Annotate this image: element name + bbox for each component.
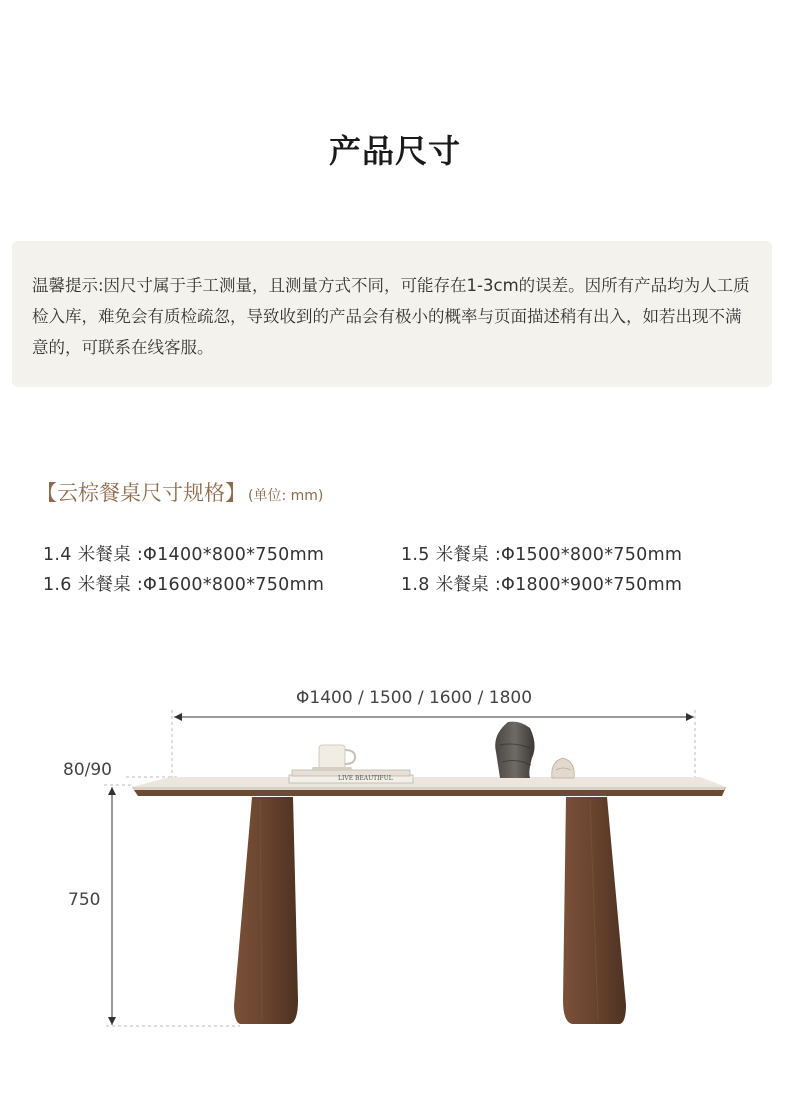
length-dimension-line [172, 710, 695, 778]
height-dimension-label: 750 [68, 890, 101, 910]
spec-unit: (单位: mm) [248, 488, 324, 504]
spec-item: 1.6 米餐桌 :Φ1600*800*750mm [43, 575, 325, 595]
notice-text: 温馨提示:因尺寸属于手工测量，且测量方式不同，可能存在1-3cm的误差。因所有产品均为人工质检入库，难免会有质检疏忽，导致收到的产品会有极小的概率与页面描述稍有出入，如若出现不满意的，可联系在线客服。 [32, 276, 750, 357]
spec-heading-title: 【云棕餐桌尺寸规格】 [36, 481, 246, 505]
shell-ornament [552, 758, 575, 778]
table-leg-right [563, 797, 626, 1024]
height-dimension-line [104, 777, 240, 1026]
sculpture-vase [495, 722, 534, 778]
table-leg-left [234, 797, 298, 1024]
length-dimension-label: Φ1400 / 1500 / 1600 / 1800 [296, 688, 533, 708]
spec-heading [36, 477, 323, 507]
book-stack [289, 770, 413, 783]
top-thickness-label: 80/90 [63, 760, 112, 780]
spec-item: 1.8 米餐桌 :Φ1800*900*750mm [401, 575, 683, 595]
book-title: LIVE BEAUTIFUL [338, 775, 393, 782]
tabletop [132, 777, 726, 796]
spec-item: 1.4 米餐桌 :Φ1400*800*750mm [43, 545, 325, 565]
page-title: 产品尺寸 [328, 132, 461, 170]
table-drawing [0, 680, 790, 1114]
cup [312, 745, 355, 770]
spec-item: 1.5 米餐桌 :Φ1500*800*750mm [401, 545, 683, 565]
